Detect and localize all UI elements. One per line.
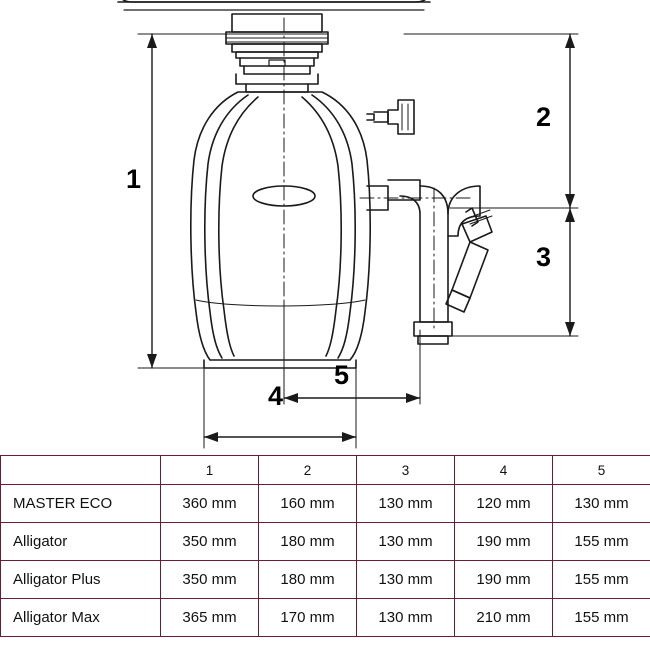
centerlines (284, 18, 470, 330)
hose-connector (388, 100, 414, 134)
model-name: Alligator Plus (1, 561, 161, 599)
extension-lines (138, 34, 578, 448)
table-row (1, 523, 650, 561)
dimension-label-3: 3 (536, 242, 552, 272)
table-header-model (1, 456, 161, 485)
model-name: Alligator Max (1, 599, 161, 637)
table-row (1, 599, 650, 637)
table-header-4: 4 (455, 456, 553, 485)
specification-table (0, 455, 650, 637)
value-5: 155 mm (553, 599, 650, 637)
value-3: 130 mm (357, 523, 455, 561)
discharge-elbow (400, 186, 448, 322)
value-2: 180 mm (259, 561, 357, 599)
value-4: 210 mm (455, 599, 553, 637)
model-name: MASTER ECO (1, 485, 161, 523)
value-5: 155 mm (553, 523, 650, 561)
value-5: 155 mm (553, 561, 650, 599)
table-row (1, 561, 650, 599)
table-header-3: 3 (357, 456, 455, 485)
mounting-flange-top (232, 14, 322, 32)
value-1: 365 mm (161, 599, 259, 637)
table-header-1: 1 (161, 456, 259, 485)
value-3: 130 mm (357, 561, 455, 599)
value-4: 120 mm (455, 485, 553, 523)
value-5: 130 mm (553, 485, 650, 523)
value-1: 350 mm (161, 561, 259, 599)
value-3: 130 mm (357, 599, 455, 637)
value-2: 180 mm (259, 523, 357, 561)
value-4: 190 mm (455, 561, 553, 599)
dimension-arrows (147, 34, 575, 442)
value-2: 160 mm (259, 485, 357, 523)
mounting-collar-teeth (226, 34, 328, 42)
value-4: 190 mm (455, 523, 553, 561)
dimension-label-1: 1 (126, 164, 142, 194)
dimension-label-2: 2 (536, 102, 552, 132)
table-header-2: 2 (259, 456, 357, 485)
table-row (1, 485, 650, 523)
table-header-row (1, 456, 650, 485)
dimension-label-5: 5 (334, 360, 350, 390)
value-2: 170 mm (259, 599, 357, 637)
value-1: 360 mm (161, 485, 259, 523)
value-3: 130 mm (357, 485, 455, 523)
table-header-5: 5 (553, 456, 650, 485)
dimension-label-4: 4 (268, 381, 284, 411)
model-name: Alligator (1, 523, 161, 561)
value-1: 350 mm (161, 523, 259, 561)
